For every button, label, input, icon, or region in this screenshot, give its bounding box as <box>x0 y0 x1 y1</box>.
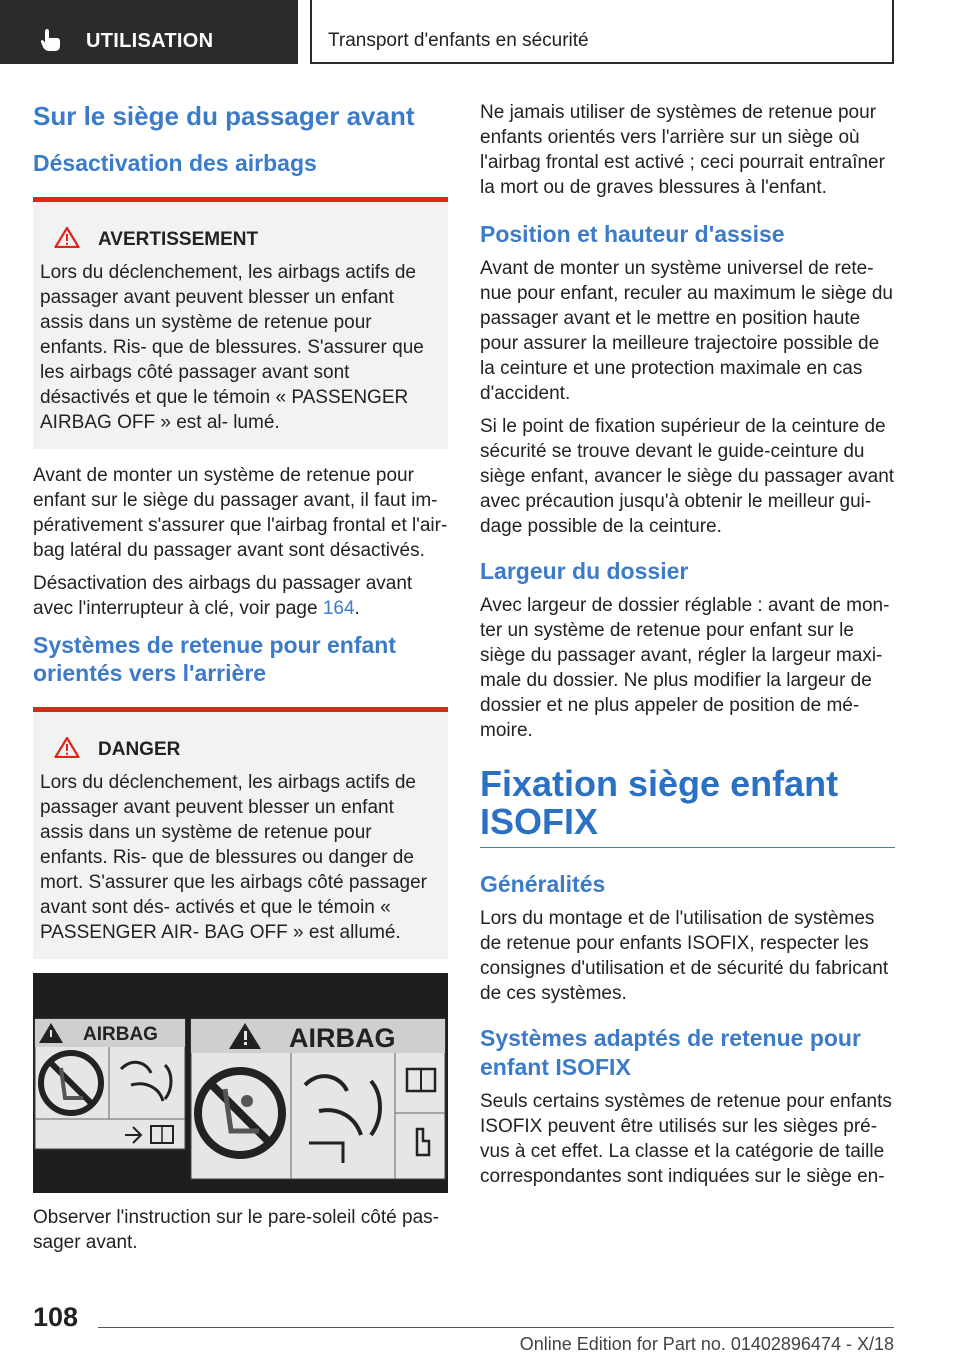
heading-seat-position: Position et hauteur d'assise <box>480 221 785 247</box>
warning-text: Lors du déclenchement, les airbags actifs de passager avant peuvent blesser un enfant assis dans un système de retenue pour enfants. Ris‐ que de blessures. S'assurer que les airbags côté passager avant sont désactivés et que le témoin « PASSENGER AIRBAG OFF » est al‐ lumé. <box>40 261 424 433</box>
heading-suitable-isofix: Systèmes adaptés de retenue pour enfant ISOFIX <box>480 1025 861 1080</box>
heading-backrest-width: Largeur du dossier <box>480 558 689 585</box>
danger-text: Lors du déclenchement, les airbags actifs de passager avant peuvent blesser un enfant assis dans un système de retenue pour enfants. Ris‐ que de blessures ou danger de mort. S'assurer que les airbags côté passager avant sont dés‐ activés et que le témoin « PASSENGER AIR‐ BAG OFF » est allumé. <box>40 771 427 943</box>
airbag-labels-illustration <box>33 973 448 1193</box>
danger-title: DANGER <box>98 738 181 760</box>
section-tab <box>0 0 298 64</box>
small-label-text: AIRBAG <box>83 1023 158 1045</box>
danger-box <box>33 707 448 959</box>
paragraph-backrest-width: Avec largeur de dossier réglable : avant de mon‐ ter un système de retenue pour enfant sur le siège du passager avant, régler la largeur maxi‐ male du dossier. Ne plus modifier la largeur de dossier et ne plus appeler de position de mé‐ moire. <box>480 595 890 742</box>
paragraph-seat-position-1: Avant de monter un système universel de rete‐ nue pour enfant, reculer au maximum le siège du passager avant et le mettre en position haute pour assurer la meilleure trajectoire possible de la ceinture et une protection maximale en cas d'accident. <box>480 258 893 405</box>
heading-rear-facing: Systèmes de retenue pour enfant orientés vers l'arrière <box>33 631 396 686</box>
paragraph-general: Lors du montage et de l'utilisation de systèmes de retenue pour enfants ISOFIX, respecter les consignes d'utilisation et de sécurité du fabricant de ces systèmes. <box>480 908 889 1005</box>
figure-caption: Observer l'instruction sur le pare-soleil côté pas‐ sager avant. <box>33 1206 439 1253</box>
paragraph-seat-position-2: Si le point de fixation supérieur de la ceinture de sécurité se trouve devant le guide-ceinture du siège enfant, avancer le siège du passager avant avec précaution jusqu'à obtenir le meilleur gui‐ dage possible de la ceinture. <box>480 416 895 538</box>
chapter-title: Transport d'enfants en sécurité <box>328 30 589 51</box>
right-column <box>480 100 895 1197</box>
section-title: UTILISATION <box>86 30 214 52</box>
heading-front-seat: Sur le siège du passager avant <box>33 101 415 131</box>
airbag-label-figure <box>33 973 448 1193</box>
key-switch-text: Désactivation des airbags du passager avant avec l'interrupteur à clé, voir page <box>33 572 413 619</box>
small-airbag-label <box>35 1019 185 1149</box>
warning-triangle-icon <box>54 736 80 764</box>
chapter-tab <box>310 0 894 64</box>
danger-title-row <box>40 736 440 764</box>
footer-edition: Online Edition for Part no. 01402896474 - X/18 <box>519 1334 894 1354</box>
large-airbag-label <box>191 1019 445 1179</box>
paragraph-key-switch <box>33 571 448 621</box>
page-link-164[interactable]: 164 <box>322 597 355 619</box>
pointing-hand-icon <box>38 27 64 58</box>
heading-general: Généralités <box>480 871 606 898</box>
paragraph-before-mounting: Avant de monter un système de retenue pour enfant sur le siège du passager avant, il faut im‐ pérativement s'assurer que l'airbag frontal et l'air‐ bag latéral du passager avant sont désactivés. <box>33 464 448 561</box>
left-column <box>33 100 448 1263</box>
warning-box <box>33 197 448 449</box>
warning-title: AVERTISSEMENT <box>98 228 259 250</box>
large-label-text: AIRBAG <box>289 1022 396 1053</box>
key-switch-end: . <box>354 597 360 619</box>
page-number: 108 <box>33 1302 79 1332</box>
heading-deactivate-airbags: Désactivation des airbags <box>33 149 317 176</box>
footer-divider <box>98 1327 894 1328</box>
heading-isofix: Fixation siège enfant ISOFIX <box>480 765 895 848</box>
warning-triangle-icon <box>54 226 80 254</box>
warning-title-row <box>40 226 440 254</box>
paragraph-suitable-isofix: Seuls certains systèmes de retenue pour enfants ISOFIX peuvent être utilisés sur les sièges pré‐ vus à cet effet. La classe et la catégorie de taille correspondantes sont indiquées sur le siège en‐ <box>480 1090 892 1187</box>
paragraph-never-rear-facing: Ne jamais utiliser de systèmes de retenue pour enfants orientés vers l'arrière sur un siège où l'airbag frontal est activé ; ceci pourrait entraîner la mort ou de graves blessures à l'enfant. <box>480 102 885 198</box>
